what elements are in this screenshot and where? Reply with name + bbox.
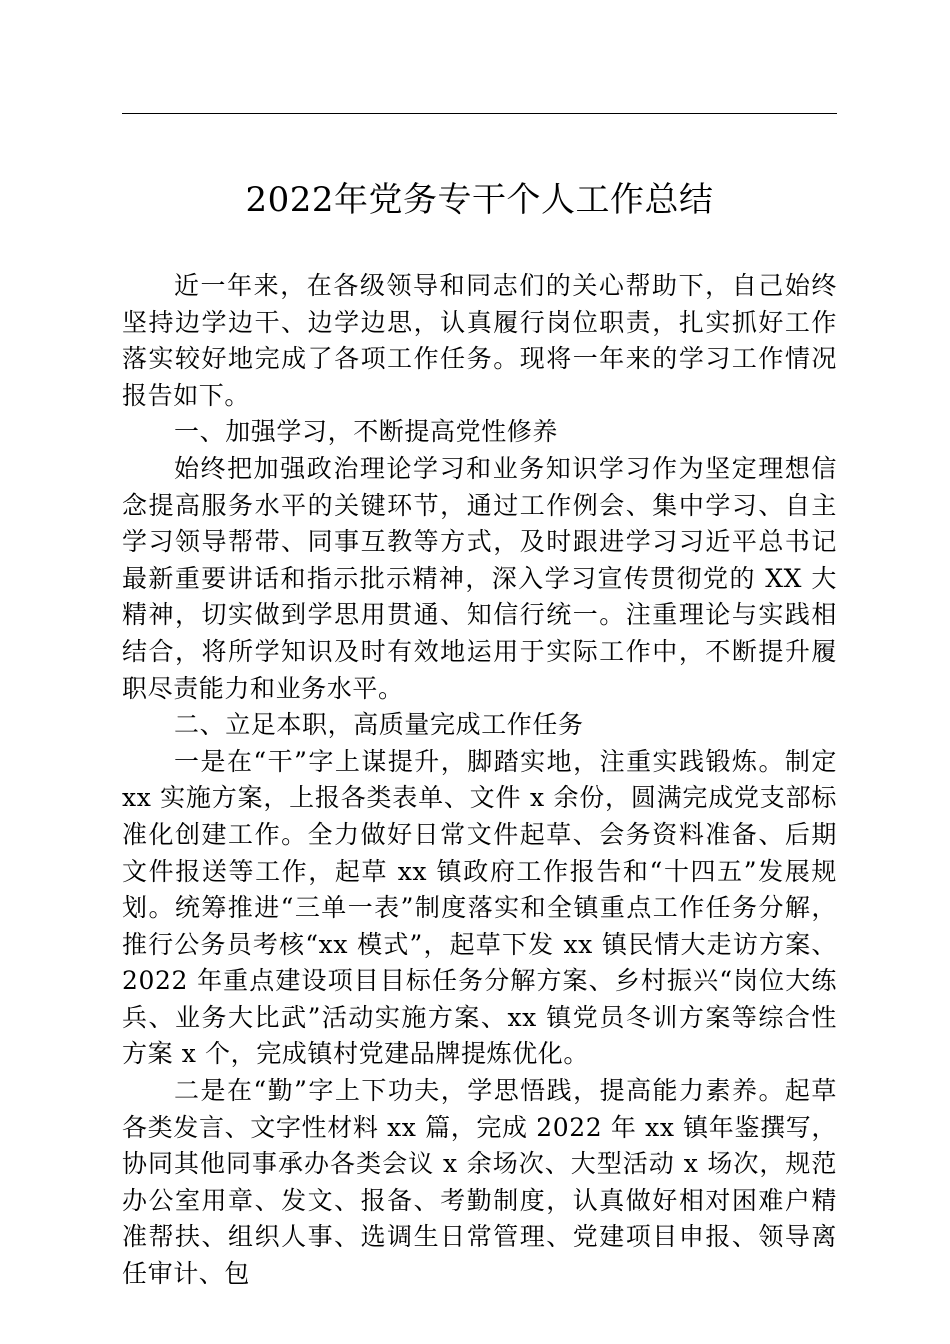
section-1-paragraph: 始终把加强政治理论学习和业务知识学习作为坚定理想信念提高服务水平的关键环节，通过工作例会、集中学习、自主学习领导帮带、同事互教等方式，及时跟进学习习近平总书记最新重要讲话和指示批示精神，深入学习宣传贯彻党的 XX 大精神，切实做到学思用贯通、知信行统一。注重理论与实践相结合，将所学知识及时有效地运用于实际工作中，不断提升履职尽责能力和业务水平。 (122, 453, 837, 703)
section-2-paragraph-2: 二是在“勤”字上下功夫，学思悟践，提高能力素养。起草各类发言、文字性材料 xx 篇，完成 2022 年 xx 镇年鉴撰写，协同其他同事承办各类会议 x 余场次、大型活动 x 场次，规范办公室用章、发文、报备、考勤制度，认真做好相对困难户精准帮扶、组织人事、选调生日常管理、党建项目申报、领导离任审计、包 (122, 1076, 837, 1289)
intro-paragraph: 近一年来，在各级领导和同志们的关心帮助下，自己始终坚持边学边干、边学边思，认真履行岗位职责，扎实抓好工作落实较好地完成了各项工作任务。现将一年来的学习工作情况报告如下。 (122, 271, 837, 410)
section-heading-1: 一、加强学习，不断提高党性修养 (174, 417, 559, 447)
document-body (122, 268, 837, 1293)
section-heading-2: 二、立足本职，高质量完成工作任务 (174, 710, 584, 740)
header-rule (122, 113, 837, 114)
section-2-paragraph-1: 一是在“干”字上谋提升，脚踏实地，注重实践锻炼。制定 xx 实施方案，上报各类表单、文件 x 余份，圆满完成党支部标准化创建工作。全力做好日常文件起草、会务资料准备、后期文件报送等工作，起草 xx 镇政府工作报告和“十四五”发展规划。统筹推进“三单一表”制度落实和全镇重点工作任务分解，推行公务员考核“xx 模式”，起草下发 xx 镇民情大走访方案、2022 年重点建设项目目标任务分解方案、乡村振兴“岗位大练兵、业务大比武”活动实施方案、xx 镇党员冬训方案等综合性方案 x 个，完成镇村党建品牌提炼优化。 (122, 746, 837, 1069)
document-title: 2022年党务专干个人工作总结 (245, 180, 714, 220)
